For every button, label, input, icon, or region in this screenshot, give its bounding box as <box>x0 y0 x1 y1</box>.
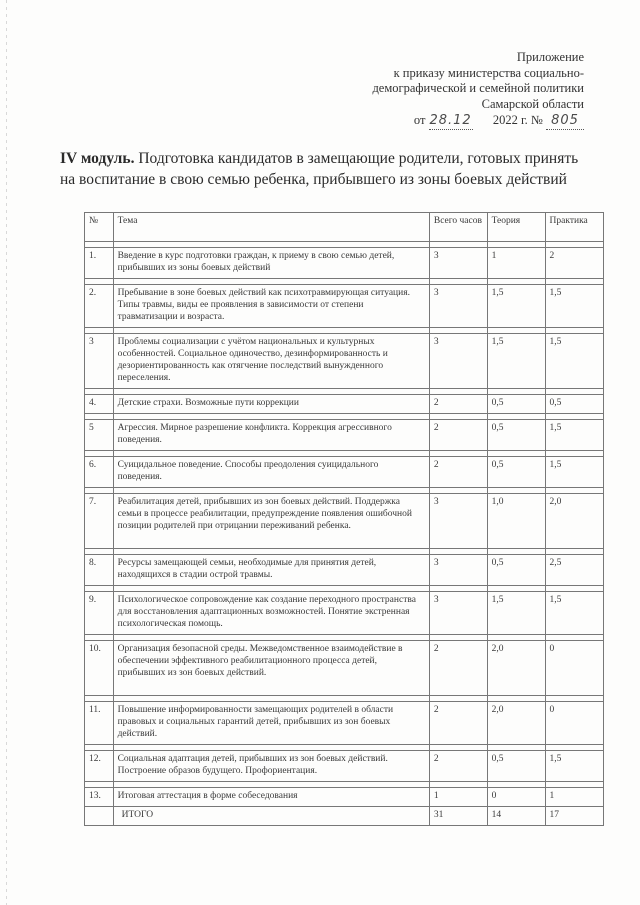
table-row <box>85 248 604 279</box>
order-number: 805 <box>546 113 584 130</box>
appendix-line: демографической и семейной политики <box>372 81 584 95</box>
row-total: 2 <box>429 420 487 451</box>
table-row <box>85 702 604 745</box>
total-practice: 17 <box>545 807 603 826</box>
row-practice: 2,5 <box>545 555 603 586</box>
table-row <box>85 641 604 696</box>
total-hours: 31 <box>429 807 487 826</box>
table-row <box>85 788 604 807</box>
table-row <box>85 334 604 389</box>
total-num <box>85 807 114 826</box>
row-total: 3 <box>429 248 487 279</box>
table-header-row <box>85 213 604 242</box>
row-num: 3 <box>85 334 114 389</box>
row-topic: Социальная адаптация детей, прибывших из зон боевых действий. Построение образов будущего. Профориентация. <box>113 751 429 782</box>
row-theory: 1,0 <box>487 494 545 549</box>
table-row <box>85 555 604 586</box>
header-total: Всего часов <box>429 213 487 242</box>
row-total: 3 <box>429 334 487 389</box>
total-theory: 14 <box>487 807 545 826</box>
header-num: № <box>85 213 114 242</box>
row-theory: 0,5 <box>487 420 545 451</box>
row-topic: Реабилитация детей, прибывших из зон боевых действий. Поддержка семьи в процессе реабилитации, предупреждение появления ошибочной позиции родителей при отрицании переживаний ребенка. <box>113 494 429 549</box>
row-theory: 1 <box>487 248 545 279</box>
row-total: 1 <box>429 788 487 807</box>
appendix-line: Приложение <box>516 50 584 64</box>
row-theory: 0,5 <box>487 751 545 782</box>
header-theory: Теория <box>487 213 545 242</box>
row-practice: 1,5 <box>545 592 603 635</box>
year-text: 2022 г. № <box>492 113 543 127</box>
row-theory: 1,5 <box>487 334 545 389</box>
row-practice: 1,5 <box>545 457 603 488</box>
row-topic: Психологическое сопровождение как создание переходного пространства для восстановления адаптационных возможностей. Понятие экстренная психологическая помощь. <box>113 592 429 635</box>
row-num: 6. <box>85 457 114 488</box>
row-topic: Итоговая аттестация в форме собеседования <box>113 788 429 807</box>
row-num: 1. <box>85 248 114 279</box>
row-theory: 0,5 <box>487 555 545 586</box>
row-total: 3 <box>429 592 487 635</box>
row-total: 2 <box>429 641 487 696</box>
table-row <box>85 494 604 549</box>
header-topic: Тема <box>113 213 429 242</box>
row-num: 9. <box>85 592 114 635</box>
program-table <box>84 212 604 826</box>
row-total: 2 <box>429 751 487 782</box>
row-practice: 1,5 <box>545 751 603 782</box>
appendix-line: к приказу министерства социально- <box>393 65 584 80</box>
row-theory: 0 <box>487 788 545 807</box>
header-practice: Практика <box>545 213 603 242</box>
appendix-block <box>372 50 584 130</box>
row-topic: Суицидальное поведение. Способы преодоления суицидального поведения. <box>113 457 429 488</box>
module-title: Подготовка кандидатов в замещающие родители, готовых принять на воспитание в свою семью ребенка, прибывшего из зоны боевых действий <box>60 150 579 188</box>
row-num: 4. <box>85 395 114 414</box>
row-topic: Повышение информированности замещающих родителей в области правовых и социальных гарантий детей, прибывших из зон боевых действий. <box>113 702 429 745</box>
row-theory: 0,5 <box>487 395 545 414</box>
row-total: 2 <box>429 395 487 414</box>
row-total: 2 <box>429 702 487 745</box>
total-row <box>85 807 604 826</box>
row-topic: Проблемы социализации с учётом национальных и культурных особенностей. Социальное одиночество, дезинформированность и дезориентированность как отягчение последствий вынужденного переселения. <box>113 334 429 389</box>
row-practice: 2,0 <box>545 494 603 549</box>
row-practice: 0,5 <box>545 395 603 414</box>
table-row <box>85 285 604 328</box>
row-num: 2. <box>85 285 114 328</box>
row-topic: Введение в курс подготовки граждан, к приему в свою семью детей, прибывших из зоны боевых действий <box>113 248 429 279</box>
row-practice: 0 <box>545 641 603 696</box>
row-total: 2 <box>429 457 487 488</box>
row-practice: 2 <box>545 248 603 279</box>
table-row <box>85 420 604 451</box>
row-theory: 0,5 <box>487 457 545 488</box>
row-topic: Пребывание в зоне боевых действий как психотравмирующая ситуация. Типы травмы, виды ее проявления в зависимости от степени травматизации и возраста. <box>113 285 429 328</box>
row-num: 5 <box>85 420 114 451</box>
row-num: 10. <box>85 641 114 696</box>
module-label: IV модуль. <box>60 150 135 167</box>
scan-edge <box>6 0 7 905</box>
table-row <box>85 457 604 488</box>
row-practice: 1 <box>545 788 603 807</box>
appendix-line: Самарской области <box>481 96 584 111</box>
row-theory: 2,0 <box>487 702 545 745</box>
row-num: 12. <box>85 751 114 782</box>
row-theory: 2,0 <box>487 641 545 696</box>
row-topic: Детские страхи. Возможные пути коррекции <box>113 395 429 414</box>
order-date: 28.12 <box>429 113 472 128</box>
row-topic: Агрессия. Мирное разрешение конфликта. Коррекция агрессивного поведения. <box>113 420 429 451</box>
row-practice: 1,5 <box>545 285 603 328</box>
module-heading <box>60 148 585 190</box>
row-total: 3 <box>429 494 487 549</box>
row-practice: 0 <box>545 702 603 745</box>
row-num: 13. <box>85 788 114 807</box>
row-num: 11. <box>85 702 114 745</box>
table-row <box>85 592 604 635</box>
row-practice: 1,5 <box>545 334 603 389</box>
table-row <box>85 751 604 782</box>
table-row <box>85 395 604 414</box>
order-date-line <box>372 113 584 130</box>
date-prefix: от <box>413 113 426 127</box>
row-theory: 1,5 <box>487 285 545 328</box>
row-topic: Организация безопасной среды. Межведомственное взаимодействие в обеспечении эффективного реабилитационного процесса детей, прибывших из зон боевых действий. <box>113 641 429 696</box>
row-topic: Ресурсы замещающей семьи, необходимые для принятия детей, находящихся в стадии острой травмы. <box>113 555 429 586</box>
row-theory: 1,5 <box>487 592 545 635</box>
row-num: 7. <box>85 494 114 549</box>
row-num: 8. <box>85 555 114 586</box>
total-label: ИТОГО <box>113 807 429 826</box>
row-practice: 1,5 <box>545 420 603 451</box>
row-total: 3 <box>429 555 487 586</box>
row-total: 3 <box>429 285 487 328</box>
